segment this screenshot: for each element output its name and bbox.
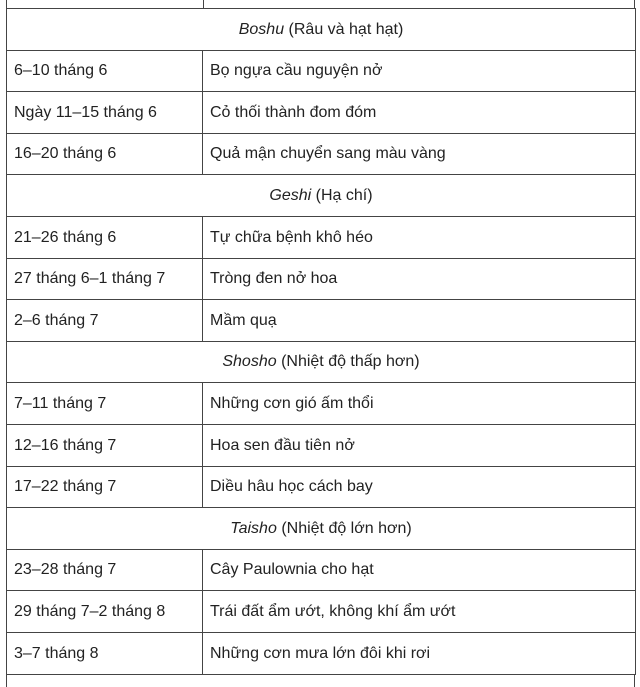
section-header (7, 341, 636, 383)
description-cell: Bọ ngựa cầu nguyện nở (203, 50, 636, 92)
microseason-table (6, 8, 636, 675)
season-name: Boshu (238, 20, 285, 38)
date-cell: 12–16 tháng 7 (7, 424, 203, 466)
season-meaning: (Nhiệt độ lớn hơn) (281, 519, 412, 537)
date-cell: 3–7 tháng 8 (7, 632, 203, 674)
description-cell: Tròng đen nở hoa (203, 258, 636, 300)
description-cell: Cây Paulownia cho hạt (203, 549, 636, 591)
table-row (7, 632, 636, 674)
season-meaning: (Hạ chí) (315, 187, 373, 205)
date-cell: 27 tháng 6–1 tháng 7 (7, 258, 203, 300)
table-row (7, 133, 636, 175)
table-row (7, 300, 636, 342)
date-cell: 6–10 tháng 6 (7, 50, 203, 92)
table-row (7, 383, 636, 425)
section-header-row (7, 341, 636, 383)
season-meaning: (Râu và hạt hạt) (288, 20, 404, 38)
table-row (7, 216, 636, 258)
date-cell: 17–22 tháng 7 (7, 466, 203, 508)
date-cell: 16–20 tháng 6 (7, 133, 203, 175)
table-row (7, 92, 636, 134)
section-header (7, 175, 636, 217)
section-header (7, 508, 636, 550)
date-cell: 7–11 tháng 7 (7, 383, 203, 425)
section-header-row (7, 9, 636, 51)
table-row (7, 466, 636, 508)
table-row (7, 549, 636, 591)
table-row (7, 424, 636, 466)
date-cell: 21–26 tháng 6 (7, 216, 203, 258)
season-name: Geshi (269, 187, 312, 205)
table-bottom-continuation (6, 675, 635, 687)
description-cell: Diều hâu học cách bay (203, 466, 636, 508)
table-row (7, 258, 636, 300)
table-top-continuation (6, 0, 635, 8)
table-row (7, 591, 636, 633)
section-header (7, 9, 636, 51)
description-cell: Những cơn gió ấm thổi (203, 383, 636, 425)
season-meaning: (Nhiệt độ thấp hơn) (281, 353, 420, 371)
season-name: Shosho (222, 353, 277, 371)
season-table-container (6, 0, 635, 687)
date-cell: Ngày 11–15 tháng 6 (7, 92, 203, 134)
description-cell: Hoa sen đầu tiên nở (203, 424, 636, 466)
date-cell: 2–6 tháng 7 (7, 300, 203, 342)
section-header-row (7, 508, 636, 550)
description-cell: Mầm quạ (203, 300, 636, 342)
description-cell: Những cơn mưa lớn đôi khi rơi (203, 632, 636, 674)
description-cell: Trái đất ẩm ướt, không khí ẩm ướt (203, 591, 636, 633)
section-header-row (7, 175, 636, 217)
description-cell: Tự chữa bệnh khô héo (203, 216, 636, 258)
season-name: Taisho (230, 519, 277, 537)
date-cell: 29 tháng 7–2 tháng 8 (7, 591, 203, 633)
description-cell: Cỏ thối thành đom đóm (203, 92, 636, 134)
date-cell: 23–28 tháng 7 (7, 549, 203, 591)
column-divider (203, 0, 204, 8)
description-cell: Quả mận chuyển sang màu vàng (203, 133, 636, 175)
table-row (7, 50, 636, 92)
